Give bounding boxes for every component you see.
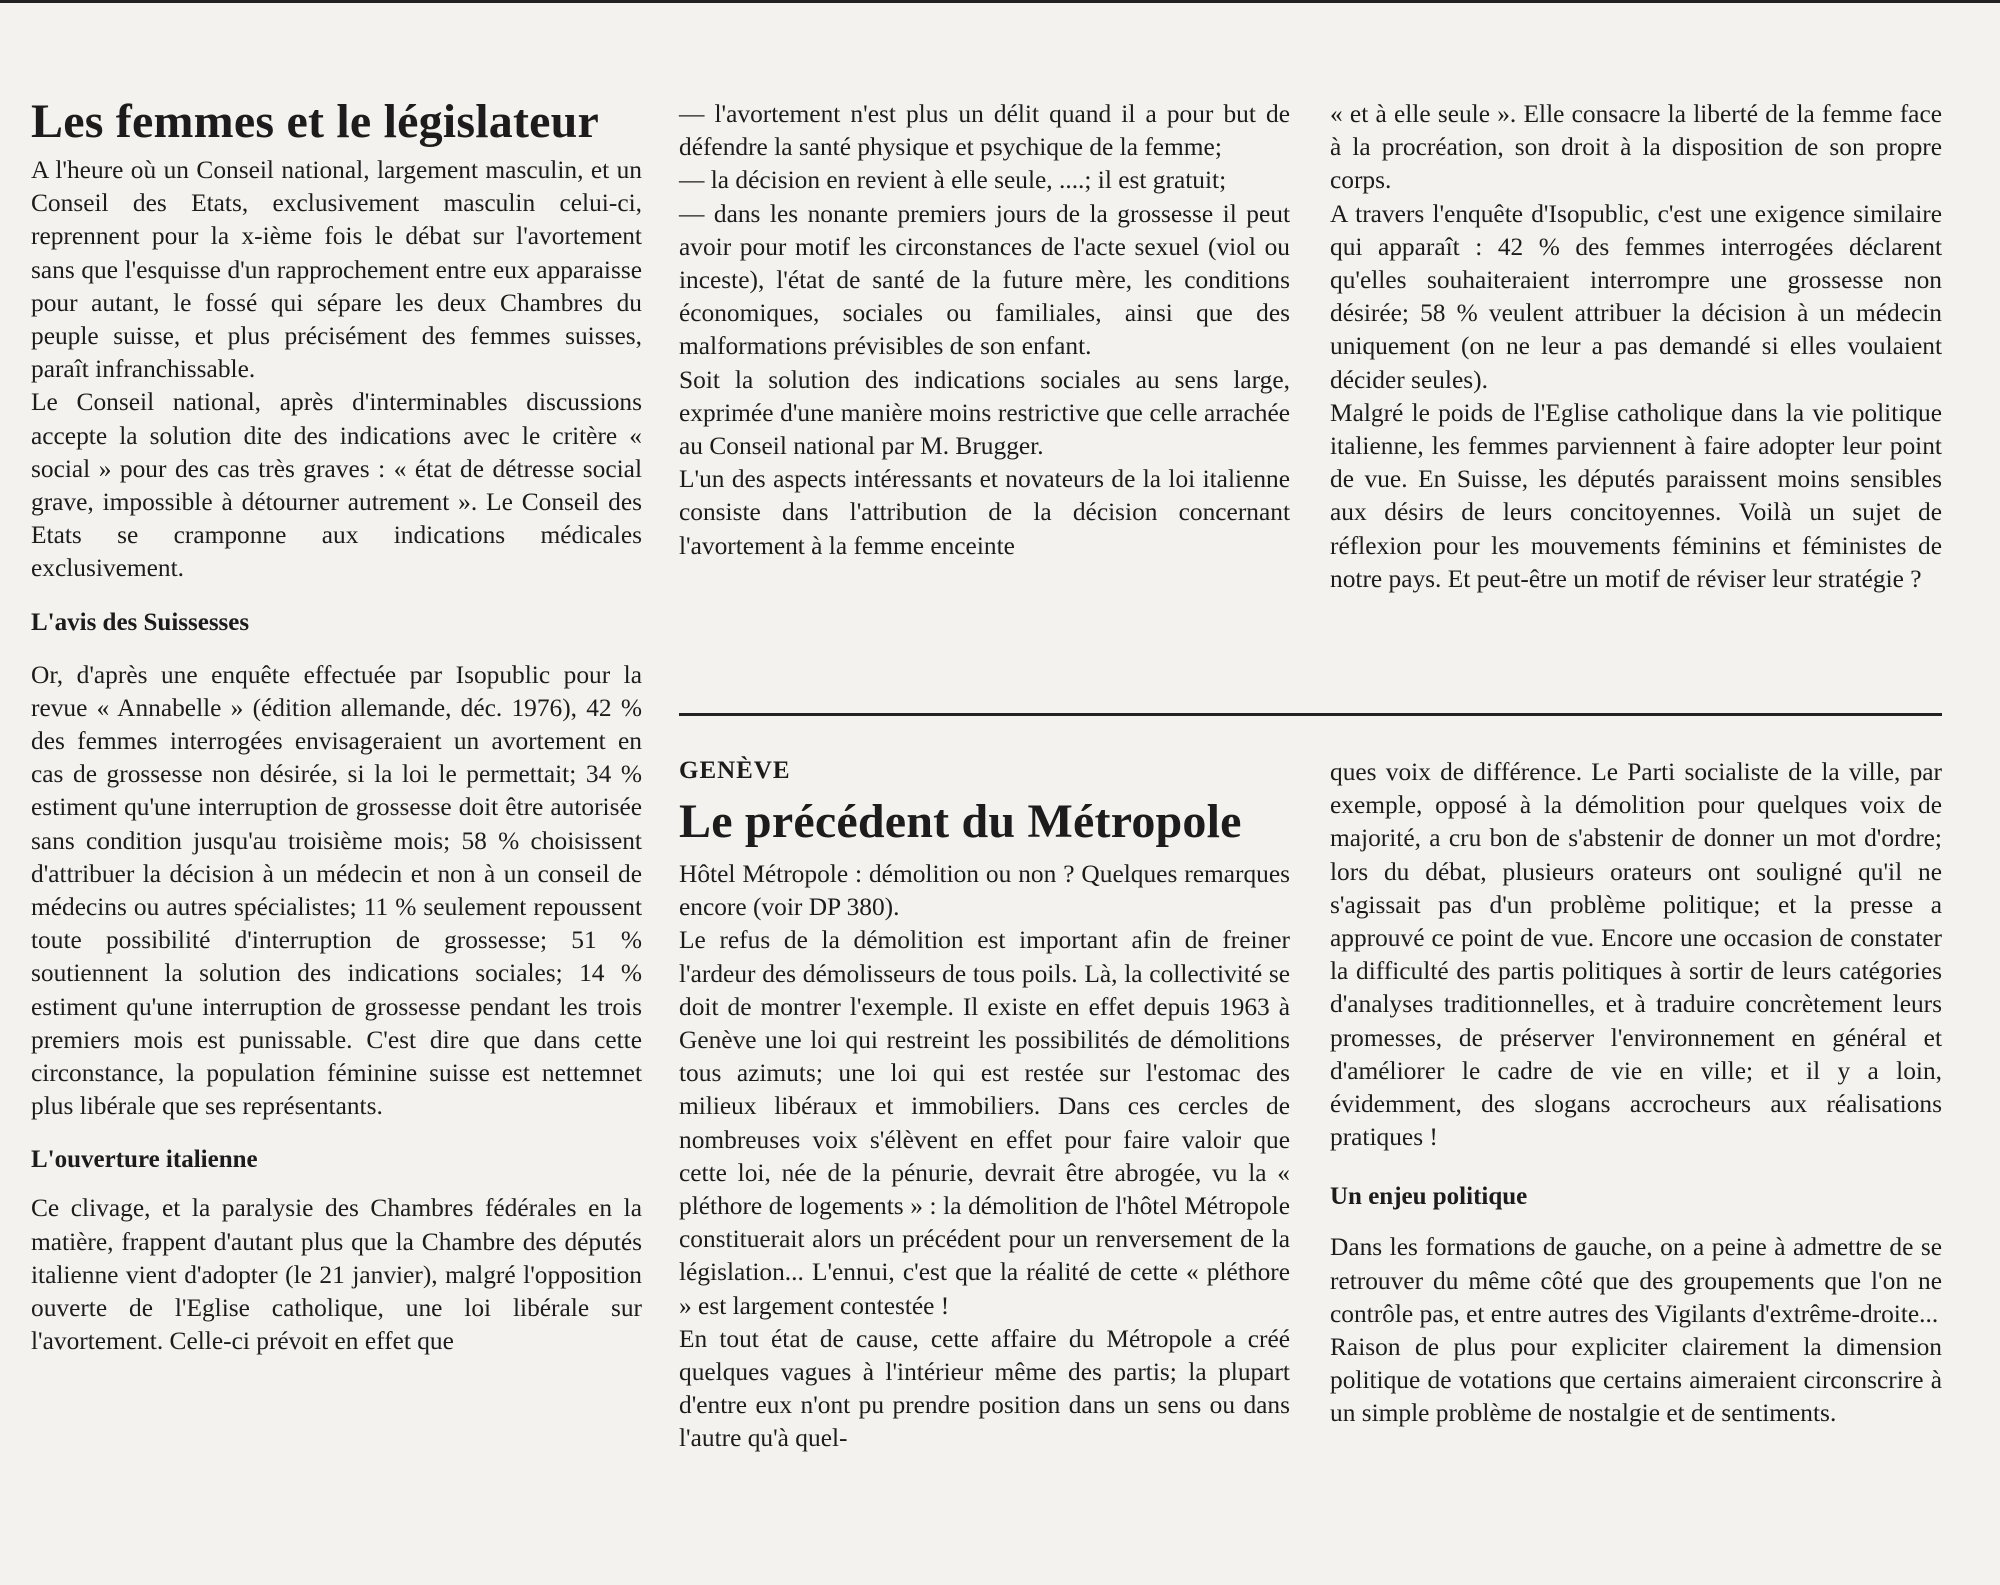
paragraph: Hôtel Métropole : démolition ou non ? Quelques remarques encore (voir DP 380). bbox=[679, 860, 1290, 922]
paragraph: Malgré le poids de l'Eglise catholique dans la vie politique italienne, les femmes parviennent à faire adopter leur point de vue. En Suisse, les députés paraissent moins sensibles aux désirs de leurs concitoyennes. Voilà un sujet de réflexion pour les mouvements féminins et féministes de notre pays. Et peut-être un motif de réviser leur stratégie ? bbox=[1330, 398, 1942, 593]
paragraph-continuation: ques voix de différence. Le Parti socialiste de la ville, par exemple, opposé à la démolition pour quelques voix de majorité, a cru bon de s'abstenir de donner un mot d'ordre; lors du débat, plusieurs orateurs ont souligné qu'il ne s'agissait pas d'un problème politique; et la presse a approuvé ce point de vue. Encore une occasion de constater la difficulté des partis politiques à sortir de leurs catégories d'analyses traditionnelles, et à traduire concrètement leurs promesses, de préserver l'environnement en général et d'améliorer le cadre de vie en ville; et il y a loin, évidemment, des slogans accrocheurs aux réalisations pratiques ! bbox=[1330, 758, 1942, 1152]
paragraph: A l'heure où un Conseil national, largement masculin, et un Conseil des Etats, exclusivement masculin celui-ci, reprennent pour la x-ième fois le débat sur l'avortement sans que l'esquisse d'un rapprochement entre eux apparaisse pour autant, le fossé qui sépare les deux Chambres du peuple suisse, et plus précisément des femmes suisses, paraît infranchissable. bbox=[31, 156, 642, 384]
paragraph: En tout état de cause, cette affaire du Métropole a créé quelques vagues à l'intérieur même des partis; la plupart d'entre eux n'ont pu prendre position dans un sens ou dans l'autre qu'à quel- bbox=[679, 1324, 1290, 1453]
column-2-top bbox=[679, 98, 1290, 563]
top-border bbox=[0, 0, 2000, 3]
paragraph: Ce clivage, et la paralysie des Chambres fédérales en la matière, frappent d'autant plus que la Chambre des députés italienne vient d'adopter (le 21 janvier), malgré l'opposition ouverte de l'Eglise catholique, une loi libérale sur l'avortement. Celle-ci prévoit en effet que bbox=[31, 1194, 642, 1356]
paragraph: « et à elle seule ». Elle consacre la liberté de la femme face à la procréation, son droit à la disposition de son propre corps. bbox=[1330, 100, 1942, 195]
paragraph: A travers l'enquête d'Isopublic, c'est une exigence similaire qui apparaît : 42 % des femmes interrogées déclarent qu'elles souhaiteraient interrompre une grossesse non désirée; 58 % veulent attribuer la décision à un médecin uniquement (on ne leur a pas demandé si elles voulaient décider seules). bbox=[1330, 199, 1942, 394]
paragraph: Or, d'après une enquête effectuée par Isopublic pour la revue « Annabelle » (édition allemande, déc. 1976), 42 % des femmes interrogées envisageraient un avortement en cas de grossesse non désirée, si la loi le permettait; 34 % estiment qu'une interruption de grossesse doit être autorisée sans condition jusqu'au troisième mois; 58 % choisissent d'attribuer la décision à un médecin et non à un conseil de médecins ou autres spécialistes; 11 % seulement repoussent toute possibilité d'interruption de grossesse; 51 % soutiennent la solution des indications sociales; 14 % estiment qu'une interruption de grossesse pendant les trois premiers mois est punissable. C'est dire que dans cette circonstance, la population féminine suisse est nettemnet plus libérale que ses représentants. bbox=[31, 660, 642, 1121]
subheading: L'ouverture italienne bbox=[31, 1146, 258, 1174]
column-3-top bbox=[1330, 98, 1942, 596]
paragraph: Le refus de la démolition est important afin de freiner l'ardeur des démolisseurs de tous poils. Là, la collectivité se doit de montrer l'exemple. Il existe en effet depuis 1963 à Genève une loi qui restreint les possibilités de démolitions tous azimuts; une loi qui est restée sur l'estomac des milieux libéraux et immobiliers. Dans ces cercles de nombreuses voix s'élèvent en effet pour faire valoir que cette loi, née de la pénurie, devrait être abrogée, vu la « pléthore de logements » : la démolition de l'hôtel Métropole constituerait alors un précédent pour un renversement de la législation... L'ennui, c'est que la réalité de cette « pléthore » est largement contestée ! bbox=[679, 926, 1290, 1320]
article-title: Les femmes et le législateur bbox=[31, 95, 600, 148]
section-divider bbox=[679, 713, 1942, 716]
column-2-bottom bbox=[679, 756, 1290, 1456]
paragraph: L'un des aspects intéressants et novateurs de la loi italienne consiste dans l'attribution de la décision concernant l'avortement à la femme enceinte bbox=[679, 465, 1290, 560]
subheading: Un enjeu politique bbox=[1330, 1183, 1528, 1211]
paragraph: Le Conseil national, après d'interminables discussions accepte la solution dite des indications avec le critère « social » pour des cas très graves : « état de détresse social grave, impossible à détourner autrement ». Le Conseil des Etats se cramponne aux indications médicales exclusivement. bbox=[31, 388, 642, 583]
paragraph: — dans les nonante premiers jours de la grossesse il peut avoir pour motif les circonstances de l'acte sexuel (viol ou inceste), l'état de santé de la future mère, les conditions économiques, sociales ou familiales, ainsi que des malformations prévisibles de son enfant. bbox=[679, 199, 1290, 361]
paragraph: — la décision en revient à elle seule, ....; il est gratuit; bbox=[679, 166, 1227, 195]
paragraph: Soit la solution des indications sociales au sens large, exprimée d'une manière moins restrictive que celle arrachée au Conseil national par M. Brugger. bbox=[679, 365, 1290, 461]
article-title: Le précédent du Métropole bbox=[679, 795, 1242, 848]
paragraph: Raison de plus pour expliciter clairement la dimension politique de votations que certains aimeraient circonscrire à un simple problème de nostalgie et de sentiments. bbox=[1330, 1333, 1942, 1428]
subheading: L'avis des Suissesses bbox=[31, 608, 250, 636]
column-3-bottom bbox=[1330, 756, 1942, 1431]
column-1 bbox=[31, 96, 642, 1359]
paragraph: Dans les formations de gauche, on a peine à admettre de se retrouver du même côté que des groupements que l'on ne contrôle pas, et entre autres des Vigilants d'extrême-droite... bbox=[1330, 1233, 1942, 1328]
section-kicker: GENÈVE bbox=[679, 757, 791, 784]
paragraph: — l'avortement n'est plus un délit quand il a pour but de défendre la santé physique et psychique de la femme; bbox=[679, 100, 1290, 162]
